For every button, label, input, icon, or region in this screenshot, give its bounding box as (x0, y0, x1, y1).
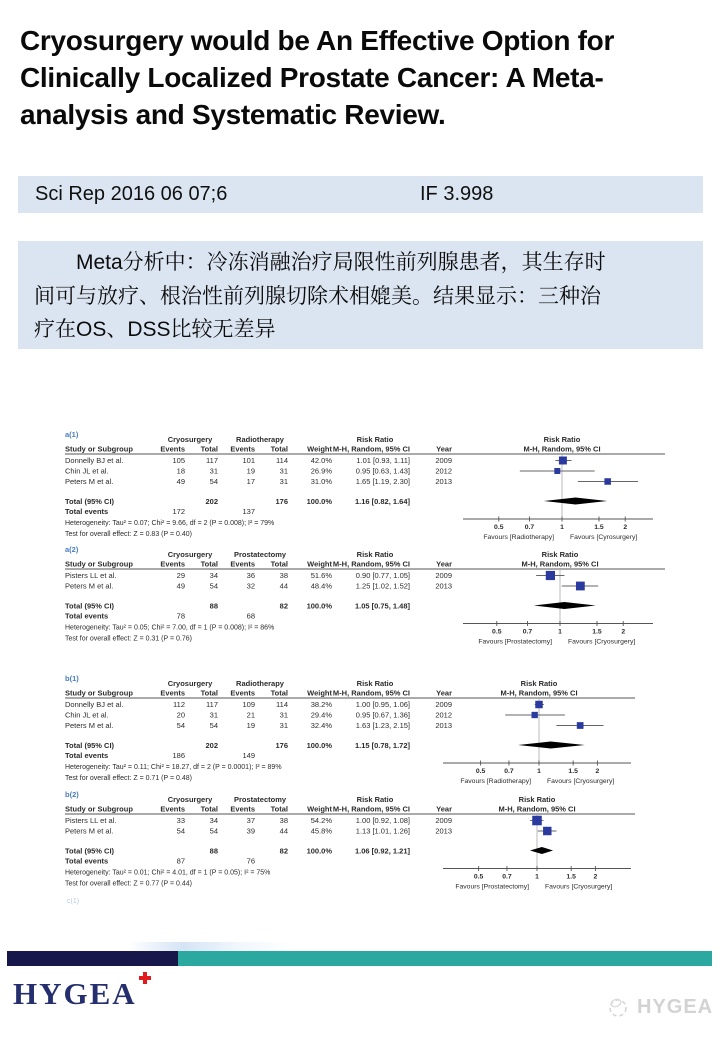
overall-effect-text: Test for overall effect: Z = 0.31 (P = 0.76) (65, 635, 192, 643)
figure-text: 38.2% (310, 700, 332, 709)
figure-text: M-H, Random, 95% CI (523, 444, 601, 454)
figure-text: 31 (279, 710, 288, 720)
figure-text: Weight (307, 444, 332, 454)
figure-text: 1.63 [1.23, 2.15] (355, 721, 410, 730)
study-name: Peters M et al. (65, 721, 114, 730)
group2-header: Radiotherapy (236, 435, 284, 444)
figure-text: Total (270, 444, 288, 454)
watermark-text: HYGEA (637, 995, 714, 1018)
figure-text: 105 (172, 456, 185, 465)
subplot-label: a(2) (65, 545, 79, 554)
favours-right-label: Favours [Cryosurgery] (568, 638, 636, 646)
red-cross-icon (139, 972, 151, 984)
figure-text: 54 (209, 721, 218, 730)
figure-text: 2009 (435, 816, 452, 825)
forest-plot-b(1) (65, 674, 635, 785)
total-diamond (534, 602, 596, 609)
effect-square (554, 468, 560, 474)
figure-text: 32 (246, 581, 255, 591)
figure-text: 100.0% (306, 497, 332, 506)
figure-text: 36 (246, 571, 255, 580)
figure-text: 54 (209, 581, 218, 591)
summary-box (18, 241, 703, 349)
figure-text: 54 (209, 477, 218, 486)
group1-header: Cryosurgery (167, 550, 213, 559)
favours-right-label: Favours [Cryosurgery] (545, 883, 613, 891)
figure-text: Events (230, 804, 255, 814)
hygea-logo-text: HYGEA (13, 976, 137, 1011)
subplot-label: b(2) (65, 790, 79, 799)
axis-tick-label: 1 (535, 873, 539, 881)
axis-tick-label: 0.7 (502, 873, 512, 881)
figure-text: 101 (242, 456, 255, 465)
figure-text: 82 (279, 601, 288, 611)
group1-header: Cryosurgery (167, 435, 213, 444)
figure-text: Weight (307, 559, 332, 569)
heterogeneity-text: Heterogeneity: Tau² = 0.05; Chi² = 7.00, df = 1 (P = 0.008); I² = 86% (65, 624, 275, 632)
figure-text: 1.25 [1.02, 1.52] (355, 581, 410, 591)
figure-text: 100.0% (306, 846, 332, 856)
favours-right-label: Favours [Cyrosurgery] (570, 534, 638, 541)
figure-text: Weight (307, 688, 332, 698)
overall-effect-text: Test for overall effect: Z = 0.77 (P = 0.44) (65, 880, 192, 888)
axis-tick-label: 1.5 (594, 524, 604, 531)
figure-text: 2013 (435, 581, 452, 591)
figure-text: 48.4% (310, 581, 332, 591)
journal-citation: Sci Rep 2016 06 07;6 (35, 183, 228, 205)
watermark (606, 995, 713, 1019)
figure-text: Risk Ratio (520, 679, 558, 688)
figure-text: 21 (246, 710, 255, 720)
group2-header: Radiotherapy (236, 679, 284, 688)
figure-text: Total (95% CI) (65, 601, 115, 611)
forest-plot-figure (55, 425, 715, 910)
figure-text: 51.6% (310, 571, 332, 580)
page-title (20, 22, 710, 133)
figure-text: Year (436, 559, 452, 569)
heterogeneity-text: Heterogeneity: Tau² = 0.07; Chi² = 9.66, df = 2 (P = 0.008); I² = 79% (65, 520, 275, 527)
group2-header: Prostatectomy (233, 795, 287, 804)
axis-tick-label: 1 (537, 768, 541, 775)
figure-text: 2013 (435, 477, 452, 486)
figure-text: 31 (209, 466, 218, 476)
figure-text: Risk Ratio (356, 550, 394, 559)
figure-text: 49 (176, 477, 185, 486)
study-name: Donnelly BJ et al. (65, 456, 124, 465)
axis-tick-label: 0.5 (473, 873, 484, 881)
figure-text: 32.4% (310, 721, 332, 730)
figure-text: 68 (246, 611, 255, 621)
figure-text: Total (95% CI) (65, 846, 115, 856)
axis-tick-label: 1 (558, 628, 562, 636)
figure-text: 117 (206, 456, 218, 465)
overall-effect-text: Test for overall effect: Z = 0.71 (P = 0.48) (65, 775, 192, 782)
overall-effect-text: Test for overall effect: Z = 0.83 (P = 0.40) (65, 531, 192, 538)
favours-left-label: Favours [Prostatectomy] (455, 883, 529, 891)
figure-text: 33 (176, 816, 185, 825)
summary-line: Meta分析中：冷冻消融治疗局限性前列腺患者，其生存时 (76, 251, 606, 274)
figure-text: Total (200, 688, 218, 698)
figure-text: 100.0% (306, 601, 332, 611)
axis-tick-label: 2 (623, 524, 628, 531)
figure-text: 0.95 [0.63, 1.43] (355, 466, 410, 476)
axis-tick-label: 2 (593, 873, 598, 881)
forest-plot-b(2) (65, 790, 635, 891)
figure-text: 19 (246, 466, 255, 476)
figure-text: 54 (209, 826, 218, 836)
effect-square (577, 722, 584, 729)
title-line: analysis and Systematic Review. (20, 99, 446, 130)
axis-tick-label: 1.5 (566, 873, 576, 881)
summary-line: 疗在OS、DSS比较无差异 (34, 318, 276, 341)
figure-text: 2013 (435, 721, 452, 730)
figure-text: 172 (172, 507, 185, 516)
figure-text: Year (436, 804, 452, 814)
subplot-label: a(1) (65, 430, 79, 439)
figure-text: 29 (176, 571, 185, 580)
axis-tick-label: 0.5 (494, 524, 504, 531)
figure-text: M-H, Random, 95% CI (500, 688, 578, 698)
favours-left-label: Favours [Radiotherapy] (483, 534, 554, 541)
figure-text: M-H, Random, 95% CI (498, 804, 576, 814)
study-name: Donnelly BJ et al. (65, 700, 124, 709)
figure-text: 31 (279, 721, 288, 730)
figure-text: 26.9% (310, 466, 332, 476)
figure-text: Total events (65, 611, 109, 621)
footer-bar-teal (178, 951, 712, 966)
figure-text: 87 (176, 856, 185, 866)
figure-text: 42.0% (310, 456, 332, 465)
figure-text: 19 (246, 721, 255, 730)
figure-text: Weight (307, 804, 332, 814)
figure-text: 176 (275, 497, 288, 506)
figure-text: Study or Subgroup (65, 804, 133, 814)
effect-square (559, 457, 567, 465)
heterogeneity-text: Heterogeneity: Tau² = 0.11; Chi² = 18.27, df = 2 (P = 0.0001); I² = 89% (65, 764, 282, 771)
figure-text: 117 (206, 700, 218, 709)
figure-text: Year (436, 688, 452, 698)
figure-text: 1.16 [0.82, 1.64] (354, 497, 410, 506)
figure-text: Risk Ratio (356, 795, 394, 804)
figure-text: M-H, Random, 95% CI (332, 688, 410, 698)
figure-text: 45.8% (310, 826, 332, 836)
figure-text: 20 (176, 710, 185, 720)
effect-square (604, 478, 611, 485)
figure-text: Total (270, 804, 288, 814)
figure-text: Total (200, 559, 218, 569)
figure-text: Total (200, 804, 218, 814)
figure-text: 1.01 [0.93, 1.11] (356, 456, 410, 465)
effect-square (576, 582, 585, 591)
figure-text: Events (230, 688, 255, 698)
figure-text: 114 (276, 700, 288, 709)
figure-text: 88 (209, 601, 218, 611)
figure-text: Total (270, 559, 288, 569)
figure-text: 0.95 [0.67, 1.36] (355, 710, 410, 720)
figure-text: Risk Ratio (356, 679, 394, 688)
total-diamond (518, 742, 585, 749)
figure-text: 2009 (435, 456, 452, 465)
figure-text: 202 (205, 741, 218, 750)
hygea-logo (13, 976, 137, 1012)
favours-left-label: Favours [Radiotherapy] (460, 778, 531, 785)
figure-text: 38 (279, 816, 288, 825)
figure-text: Events (230, 559, 255, 569)
figure-text: 82 (279, 846, 288, 856)
figure-text: Events (160, 559, 185, 569)
figure-text: 1.05 [0.75, 1.48] (354, 601, 410, 611)
figure-text: 44 (279, 581, 288, 591)
figure-text: M-H, Random, 95% CI (332, 559, 410, 569)
figure-text: 137 (242, 507, 255, 516)
figure-text: 112 (173, 700, 185, 709)
study-name: Pisters LL et al. (65, 571, 117, 580)
figure-text: Events (230, 444, 255, 454)
figure-text: 100.0% (306, 741, 332, 750)
axis-tick-label: 0.7 (524, 524, 535, 531)
figure-text: Total events (65, 856, 109, 866)
axis-tick-label: 1.5 (592, 628, 602, 636)
figure-text: Study or Subgroup (65, 688, 133, 698)
total-diamond (530, 847, 553, 854)
figure-text: 31 (279, 477, 288, 486)
figure-text: 54 (176, 721, 185, 730)
subplot-label: b(1) (65, 674, 79, 683)
axis-tick-label: 0.7 (504, 768, 514, 775)
figure-text: 109 (242, 700, 255, 709)
figure-text: 37 (246, 816, 255, 825)
figure-text: 2012 (435, 710, 452, 720)
title-line: Clinically Localized Prostate Cancer: A Meta- (20, 62, 604, 93)
figure-text: 34 (209, 571, 218, 580)
figure-text: Total events (65, 507, 109, 516)
figure-text: Events (160, 804, 185, 814)
group2-header: Prostatectomy (233, 550, 287, 559)
axis-tick-label: 1 (560, 524, 564, 531)
figure-text: 39 (246, 826, 255, 836)
effect-square (546, 571, 555, 580)
figure-text: 114 (276, 456, 288, 465)
figure-text: 31 (279, 466, 288, 476)
effect-square (535, 701, 542, 708)
study-name: Peters M et al. (65, 581, 114, 591)
figure-text: 1.65 [1.19, 2.30] (355, 477, 410, 486)
axis-tick-label: 2 (595, 768, 600, 775)
figure-text: 176 (275, 741, 288, 750)
figure-text: 76 (246, 856, 255, 866)
figure-text: Total (95% CI) (65, 497, 115, 506)
forest-plot-a(1) (65, 430, 665, 541)
axis-tick-label: 0.7 (522, 628, 533, 636)
figure-text: M-H, Random, 95% CI (332, 444, 410, 454)
figure-text: 0.90 [0.77, 1.05] (355, 571, 410, 580)
figure-text: Risk Ratio (541, 550, 579, 559)
figure-text: 88 (209, 846, 218, 856)
globe-icon (606, 995, 630, 1019)
title-line: Cryosurgery would be An Effective Option for (20, 25, 615, 56)
study-name: Chin JL et al. (65, 466, 109, 476)
heterogeneity-text: Heterogeneity: Tau² = 0.01; Chi² = 4.01, df = 1 (P = 0.05); I² = 75% (65, 869, 271, 877)
figure-text: 1.15 [0.78, 1.72] (354, 741, 410, 750)
figure-text: Study or Subgroup (65, 444, 133, 454)
total-diamond (544, 498, 607, 505)
figure-text: 1.00 [0.92, 1.08] (355, 816, 410, 825)
axis-tick-label: 0.5 (492, 628, 502, 636)
summary-line: 间可与放疗、根治性前列腺切除术相媲美。结果显示：三种治 (34, 284, 601, 308)
group1-header: Cryosurgery (167, 795, 213, 804)
figure-text: Risk Ratio (518, 795, 556, 804)
group1-header: Cryosurgery (167, 679, 213, 688)
study-name: Chin JL et al. (65, 710, 109, 720)
figure-text: Total events (65, 751, 109, 760)
figure-text: 1.13 [1.01, 1.26] (355, 826, 410, 836)
effect-square (532, 712, 538, 718)
footer-bar-navy (7, 951, 178, 966)
axis-tick-label: 2 (621, 628, 626, 636)
figure-text: Events (160, 688, 185, 698)
effect-square (543, 827, 551, 835)
axis-tick-label: 0.5 (475, 768, 486, 775)
figure-text: 202 (205, 497, 218, 506)
study-name: Pisters LL et al. (65, 816, 117, 825)
figure-text: 2009 (435, 571, 452, 580)
figure-text: Total (200, 444, 218, 454)
figure-text: 54.2% (310, 816, 332, 825)
favours-right-label: Favours [Cryosurgery] (547, 778, 615, 785)
impact-factor: IF 3.998 (420, 183, 494, 205)
figure-text: 49 (176, 581, 185, 591)
figure-text: Events (160, 444, 185, 454)
forest-plot-a(2) (65, 545, 665, 646)
figure-text: Risk Ratio (543, 435, 581, 444)
figure-text: 1.00 [0.95, 1.06] (355, 700, 410, 709)
figure-text: M-H, Random, 95% CI (521, 559, 599, 569)
figure-text: M-H, Random, 95% CI (332, 804, 410, 814)
effect-square (532, 816, 542, 826)
figure-text: 31 (209, 710, 218, 720)
figure-text: 1.06 [0.92, 1.21] (354, 846, 410, 856)
footer-bar (0, 950, 720, 966)
figure-text: 149 (242, 751, 255, 760)
figure-text: 2012 (435, 466, 452, 476)
figure-text: 2013 (435, 826, 452, 836)
study-name: Peters M et al. (65, 477, 114, 486)
figure-text: Year (436, 444, 452, 454)
figure-text: 18 (176, 466, 185, 476)
journal-citation-bar (18, 176, 703, 213)
study-name: Peters M et al. (65, 826, 114, 836)
figure-text: 44 (279, 826, 288, 836)
figure-text: 78 (176, 611, 185, 621)
figure-text: 34 (209, 816, 218, 825)
favours-left-label: Favours [Prostatectomy] (478, 638, 552, 646)
figure-text: Total (270, 688, 288, 698)
figure-text: 29.4% (310, 710, 332, 720)
axis-tick-label: 1.5 (568, 768, 578, 775)
forest-plot-svg (55, 425, 715, 910)
figure-text: Total (95% CI) (65, 741, 115, 750)
figure-text: Study or Subgroup (65, 559, 133, 569)
figure-text: 38 (279, 571, 288, 580)
figure-text: Risk Ratio (356, 435, 394, 444)
figure-text: 54 (176, 826, 185, 836)
figure-text: 186 (172, 751, 185, 760)
figure-text: 31.0% (310, 477, 332, 486)
cut-subplot-label: c(1) (67, 898, 80, 905)
figure-text: 2009 (435, 700, 452, 709)
figure-text: 17 (246, 477, 255, 486)
